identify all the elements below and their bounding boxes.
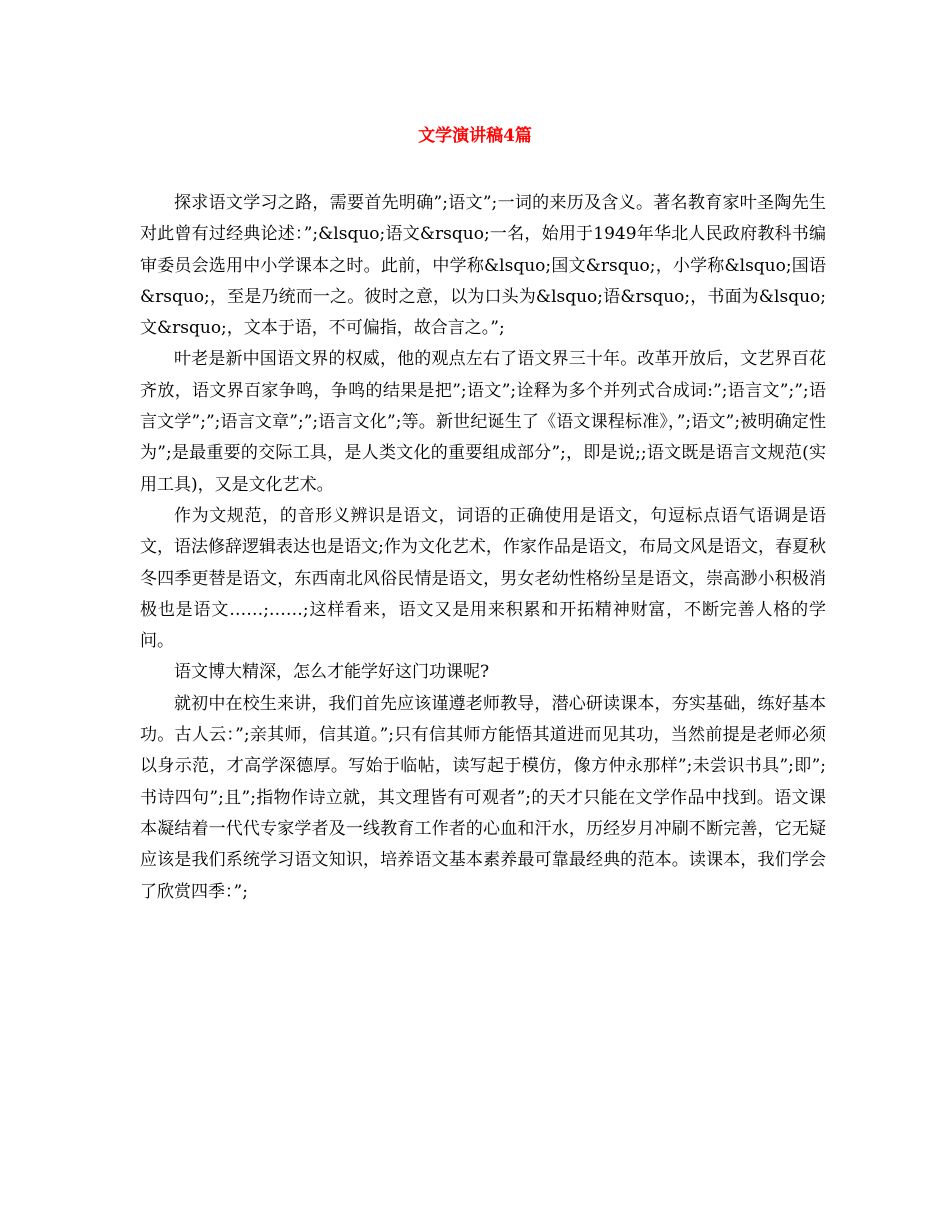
paragraph-2: 叶老是新中国语文界的权威，他的观点左右了语文界三十年。改革开放后，文艺界百花齐放，语文界百家争鸣，争鸣的结果是把”;语文”;诠释为多个并列式合成词:”;语言文”;”;语言文学”;”;语言文章”;”;语言文化”;等。新世纪诞生了《语文课程标准》，”;语文”;被明确定性为”;是最重要的交际工具，是人类文化的重要组成部分”;，即是说;;语文既是语言文规范(实用工具)，又是文化艺术。 (140, 349, 826, 495)
document-body (140, 188, 826, 908)
paragraph-4: 语文博大精深，怎么才能学好这门功课呢? (174, 662, 490, 683)
document-title: 文学演讲稿4篇 (418, 126, 532, 146)
paragraph-5: 就初中在校生来讲，我们首先应该谨遵老师教导，潜心研读课本，夯实基础，练好基本功。古人云：”;亲其师，信其道。”;只有信其师方能悟其道进而见其功，当然前提是老师必须以身示范，才高学深德厚。写始于临帖，读写起于模仿，像方仲永那样”;未尝识书具”;即”;书诗四句”;且”;指物作诗立就，其文理皆有可观者”;的天才只能在文学作品中找到。语文课本凝结着一代代专家学者及一线教育工作者的心血和汗水，历经岁月冲刷不断完善，它无疑应该是我们系统学习语文知识，培养语文基本素养最可靠最经典的范本。读课本，我们学会了欣赏四季：”; (140, 693, 826, 902)
paragraph-3: 作为文规范，的音形义辨识是语文，词语的正确使用是语文，句逗标点语气语调是语文，语法修辞逻辑表达也是语文;作为文化艺术，作家作品是语文，布局文风是语文，春夏秋冬四季更替是语文，东西南北风俗民情是语文，男女老幼性格纷呈是语文，崇高渺小积极消极也是语文……;……;这样看来，语文又是用来积累和开拓精神财富，不断完善人格的学问。 (140, 505, 826, 652)
paragraph-1: 探求语文学习之路，需要首先明确”;语文”;一词的来历及含义。著名教育家叶圣陶先生对此曾有过经典论述：”;&lsquo;语文&rsquo;一名，始用于1949年华北人民政府教科书编审委员会选用中小学课本之时。此前，中学称&lsquo;国文&rsquo;，小学称&lsquo;国语&rsquo;，至是乃统而一之。彼时之意，以为口头为&lsquo;语&rsquo;，书面为&lsquo;文&rsquo;，文本于语，不可偏指，故合言之。”; (140, 193, 826, 339)
